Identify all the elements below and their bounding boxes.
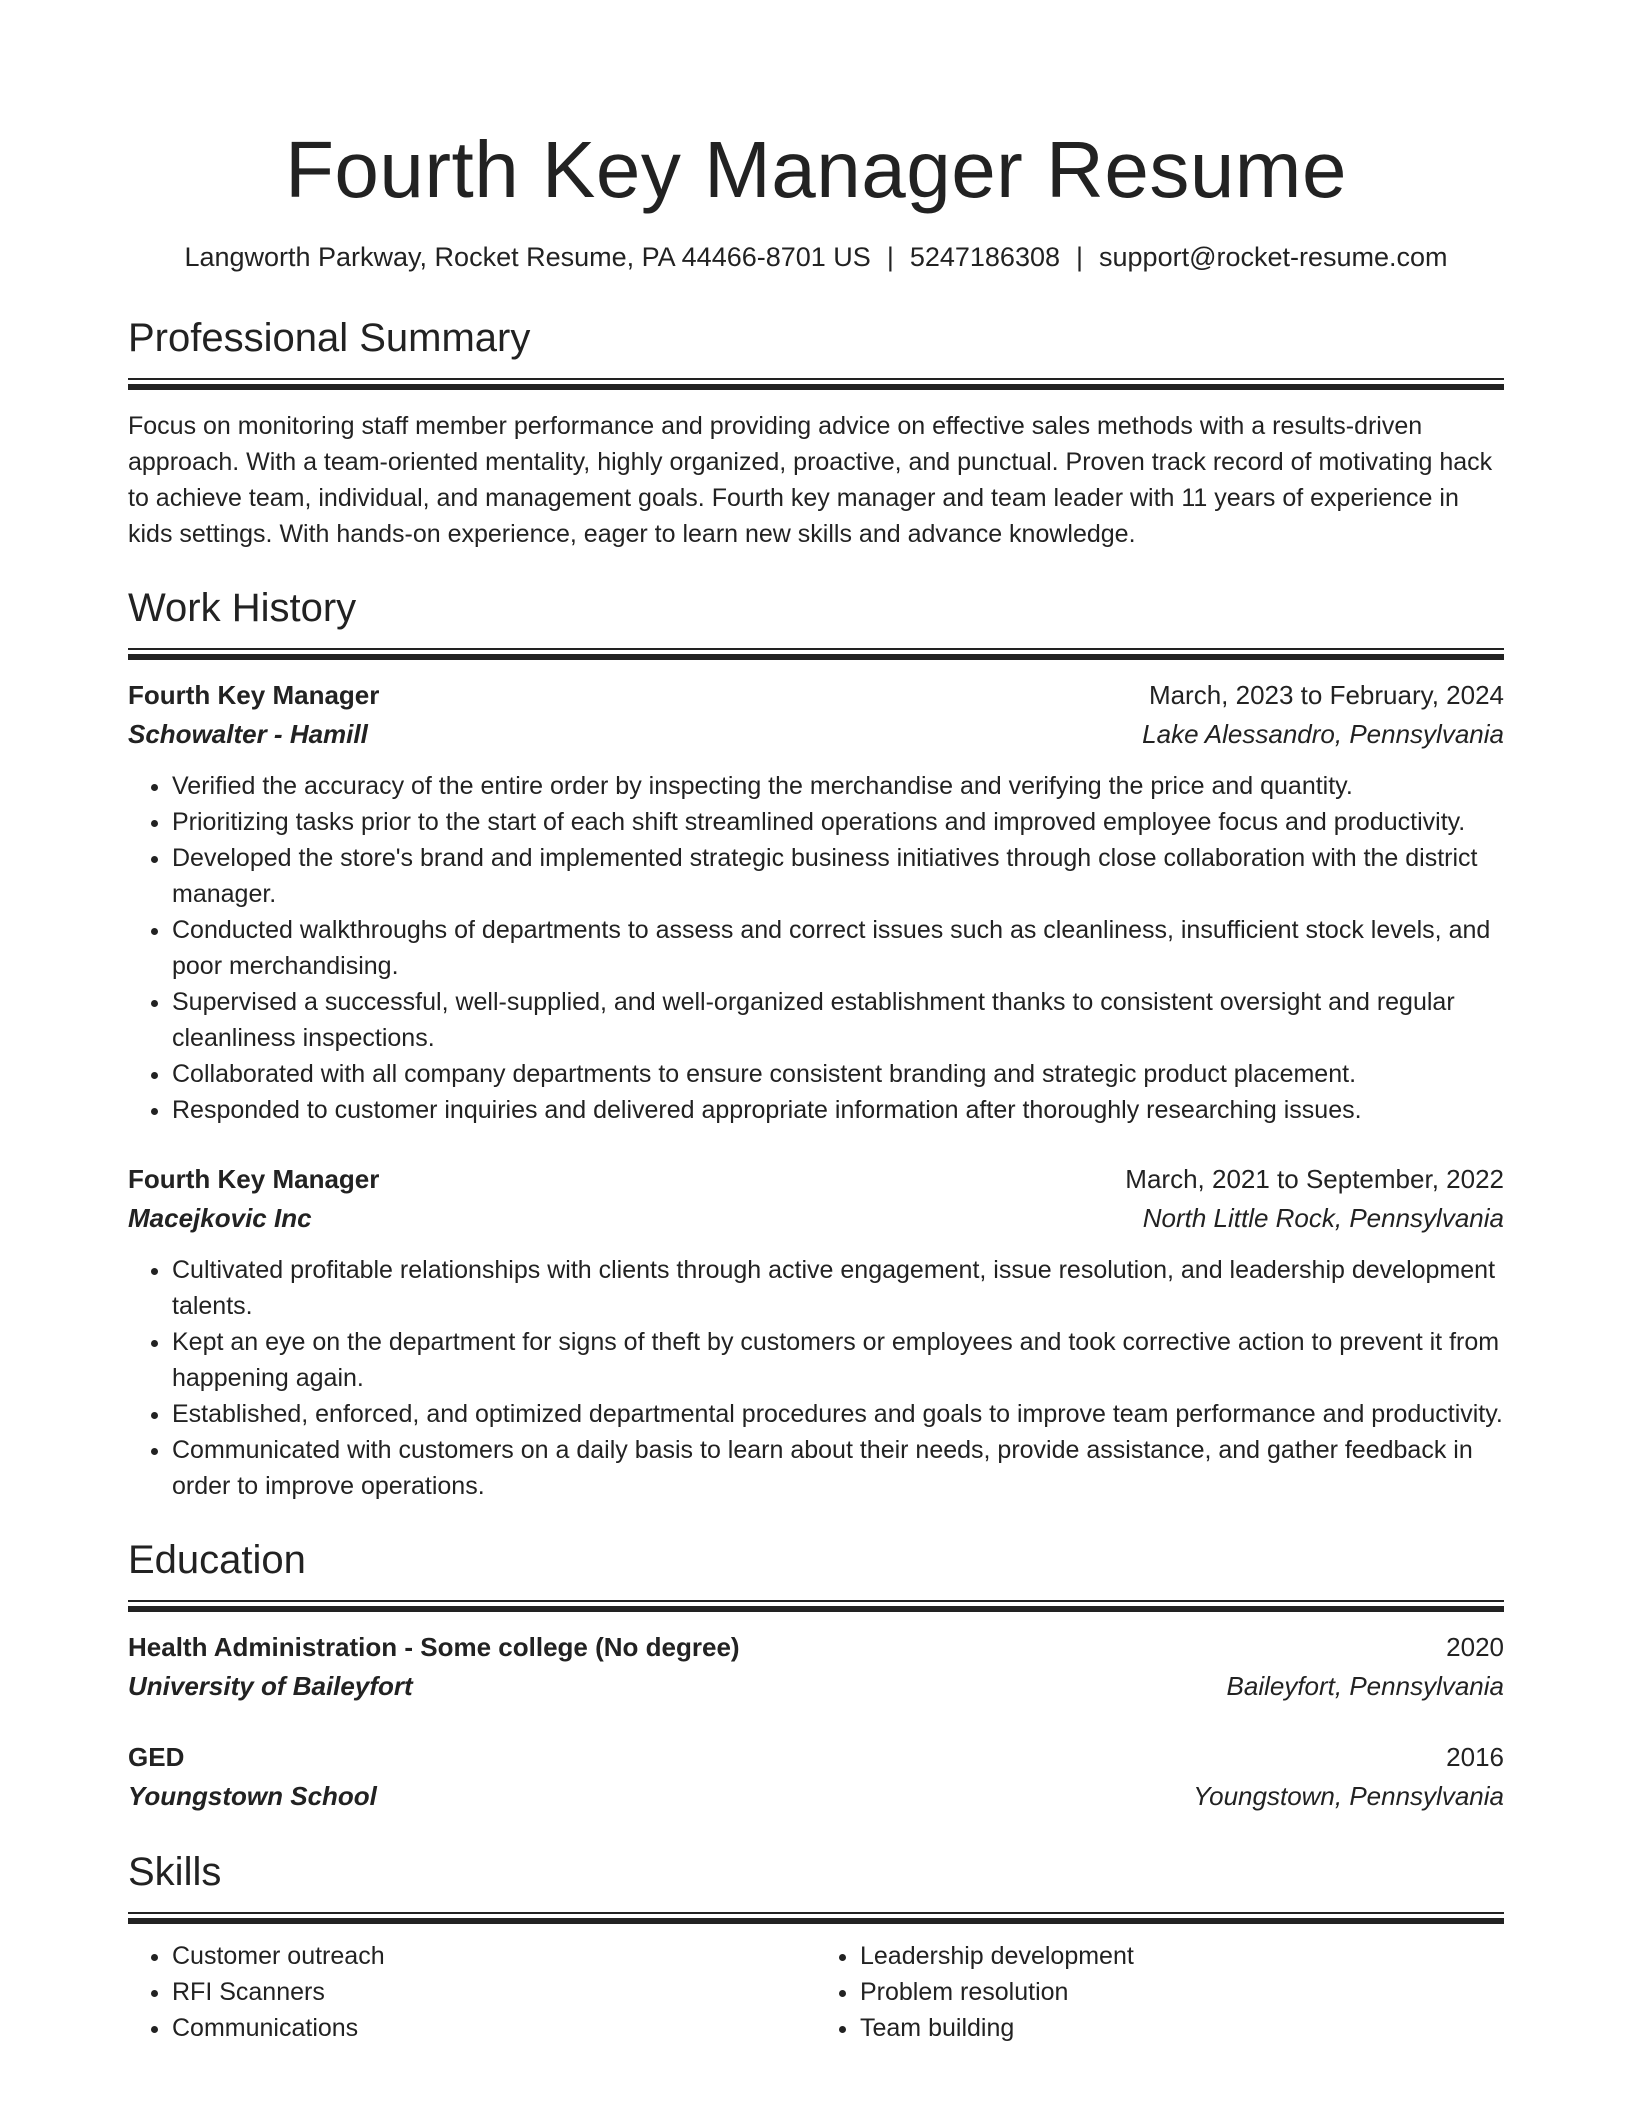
job-entry	[128, 1160, 1504, 1504]
section-divider	[128, 1600, 1504, 1610]
summary-text: Focus on monitoring staff member performance and providing advice on effective sales methods with a results-driven approach. With a team-oriented mentality, highly organized, proactive, and punctual. Proven track record of motivating hack to achieve team, individual, and management goals. Fourth key manager and team leader with 11 years of experience in kids settings. With hands-on experience, eager to learn new skills and advance knowledge.	[128, 412, 1493, 548]
summary-section	[128, 312, 1504, 552]
job-entry	[128, 676, 1504, 1128]
education-year: 2016	[1446, 1742, 1504, 1772]
education-school: University of Baileyfort	[128, 1671, 413, 1701]
skills-section	[128, 1846, 1504, 2046]
section-title-summary: Professional Summary	[128, 316, 531, 360]
skill-item: • Communications	[172, 2010, 816, 2046]
skills-columns	[128, 1938, 1504, 2046]
list-item: • Kept an eye on the department for signs of theft by customers or employees and took corrective action to prevent it from happening again.	[172, 1324, 1504, 1396]
list-item: • Responded to customer inquiries and delivered appropriate information after thoroughly researching issues.	[172, 1092, 1504, 1128]
list-item: • Prioritizing tasks prior to the start of each shift streamlined operations and improved employee focus and productivity.	[172, 804, 1504, 840]
education-year: 2020	[1446, 1632, 1504, 1662]
phone: 5247186308	[909, 242, 1060, 272]
job-company: Schowalter - Hamill	[128, 719, 368, 749]
skill-item: • Leadership development	[860, 1938, 1504, 1974]
email: support@rocket-resume.com	[1099, 242, 1448, 272]
job-location: North Little Rock, Pennsylvania	[1142, 1203, 1504, 1233]
list-item: • Supervised a successful, well-supplied, and well-organized establishment thanks to consistent oversight and regular cleanliness inspections.	[172, 984, 1504, 1056]
job-dates: March, 2023 to February, 2024	[1148, 680, 1504, 710]
list-item: • Conducted walkthroughs of departments to assess and correct issues such as cleanliness, insufficient stock levels, and poor merchandising.	[172, 912, 1504, 984]
list-item: • Established, enforced, and optimized departmental procedures and goals to improve team performance and productivity.	[172, 1396, 1504, 1432]
list-item: • Developed the store's brand and implemented strategic business initiatives through close collaboration with the district manager.	[172, 840, 1504, 912]
education-school: Youngstown School	[128, 1781, 377, 1811]
job-dates: March, 2021 to September, 2022	[1125, 1164, 1504, 1194]
section-divider	[128, 1912, 1504, 1922]
section-title-skills: Skills	[128, 1850, 222, 1894]
skills-list-right	[816, 1938, 1504, 2046]
education-entry	[128, 1738, 1504, 1816]
job-bullets	[128, 1252, 1504, 1504]
education-section	[128, 1534, 1504, 1816]
contact-line	[128, 238, 1504, 276]
skills-list-left	[128, 1938, 816, 2046]
education-location: Youngstown, Pennsylvania	[1193, 1781, 1504, 1811]
education-location: Baileyfort, Pennsylvania	[1226, 1671, 1504, 1701]
resume-title: Fourth Key Manager Resume	[285, 125, 1347, 214]
separator: |	[886, 242, 894, 272]
section-divider	[128, 378, 1504, 388]
job-role: Fourth Key Manager	[128, 680, 380, 710]
skill-item: • Customer outreach	[172, 1938, 816, 1974]
list-item: • Collaborated with all company departments to ensure consistent branding and strategic product placement.	[172, 1056, 1504, 1092]
education-degree: Health Administration - Some college (No degree)	[128, 1632, 740, 1662]
list-item: • Cultivated profitable relationships with clients through active engagement, issue resolution, and leadership development talents.	[172, 1252, 1504, 1324]
work-history-section	[128, 582, 1504, 1504]
education-entry	[128, 1628, 1504, 1706]
section-divider	[128, 648, 1504, 658]
address: Langworth Parkway, Rocket Resume, PA 44466-8701 US	[184, 242, 871, 272]
section-title-education: Education	[128, 1538, 306, 1582]
list-item: • Communicated with customers on a daily basis to learn about their needs, provide assistance, and gather feedback in order to improve operations.	[172, 1432, 1504, 1504]
job-company: Macejkovic Inc	[128, 1203, 312, 1233]
job-bullets	[128, 768, 1504, 1128]
job-location: Lake Alessandro, Pennsylvania	[1142, 719, 1504, 749]
section-title-work: Work History	[128, 586, 357, 630]
education-degree: GED	[128, 1742, 185, 1772]
skill-item: • RFI Scanners	[172, 1974, 816, 2010]
job-role: Fourth Key Manager	[128, 1164, 380, 1194]
list-item: • Verified the accuracy of the entire order by inspecting the merchandise and verifying the price and quantity.	[172, 768, 1504, 804]
skill-item: • Team building	[860, 2010, 1504, 2046]
skill-item: • Problem resolution	[860, 1974, 1504, 2010]
separator: |	[1076, 242, 1084, 272]
